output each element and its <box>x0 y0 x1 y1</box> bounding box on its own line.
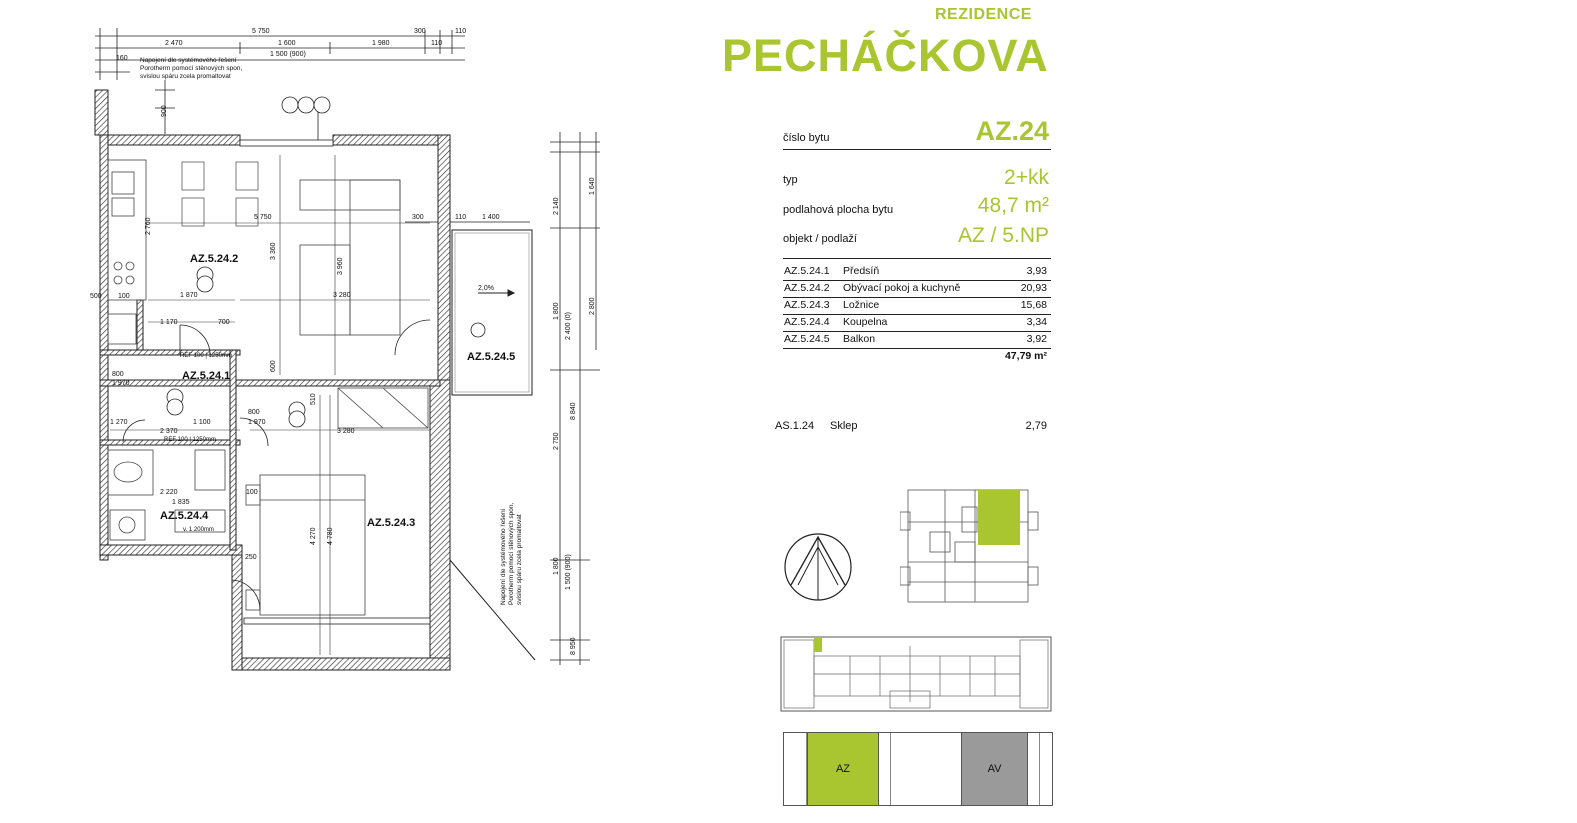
room-name: Obývací pokoj a kuchyně <box>843 282 961 294</box>
room-code: AZ.5.24.2 <box>784 282 830 294</box>
rooms-total: 47,79 m² <box>1004 350 1047 362</box>
dim-living-1870: 1 870 <box>180 292 198 299</box>
area-label: podlahová plocha bytu <box>783 204 894 216</box>
divider <box>783 258 1051 259</box>
apartment-highlight <box>978 490 1020 545</box>
cellar-code: AS.1.24 <box>775 420 815 432</box>
room-name: Předsíň <box>843 265 880 277</box>
dim-hall-800a: 800 <box>112 371 124 378</box>
block-az-left-wing <box>784 733 807 805</box>
dim-top-110a: 110 <box>455 28 467 35</box>
room-label-hall: AZ.5.24.1 <box>182 370 231 382</box>
brand-subtitle: REZIDENCE <box>935 6 1032 23</box>
room-name: Ložnice <box>843 299 880 311</box>
wardrobe <box>338 388 428 428</box>
dim-vert-1640: 1 640 <box>589 177 596 195</box>
dim-top-5750: 5 750 <box>252 28 270 35</box>
dim-hall-1270: 1 270 <box>110 419 128 426</box>
dim-living-1170: 1 170 <box>160 319 178 326</box>
dim-vert-2760: 2 760 <box>145 217 152 235</box>
room-label-bedroom: AZ.5.24.3 <box>367 517 416 529</box>
divider <box>783 149 1051 150</box>
north-arrow-icon <box>783 525 853 605</box>
divider <box>783 331 1051 332</box>
dim-hall-2370: 2 370 <box>160 428 178 435</box>
dim-hall-ref: REF 100 | 1250mm <box>180 353 232 359</box>
note-side-3: svislou spáru zcela promaltovat <box>516 514 523 605</box>
dim-bath-1835: 1 835 <box>172 499 190 506</box>
dim-bedroom-3280: 3 280 <box>337 428 355 435</box>
type-value: 2+kk <box>1004 166 1049 189</box>
dim-vert-8840: 8 840 <box>570 402 577 420</box>
dim-living-5750: 5 750 <box>254 214 272 221</box>
apartment-marker <box>814 638 822 652</box>
dim-bath-ref: v. 1 200mm <box>183 527 214 533</box>
room-code: AZ.5.24.5 <box>784 333 830 345</box>
sofa <box>300 180 400 335</box>
dim-top-2470: 2 470 <box>165 40 183 47</box>
room-area: 3,92 <box>1026 333 1047 345</box>
dim-vert-2140: 2 140 <box>553 197 560 215</box>
bed <box>246 475 365 615</box>
dim-vert-1800a: 1 800 <box>553 302 560 320</box>
dim-balcony-300: 300 <box>412 214 424 221</box>
room-label-living: AZ.5.24.2 <box>190 253 239 265</box>
dim-vert-2800: 2 800 <box>589 297 596 315</box>
room-area: 15,68 <box>1020 299 1047 311</box>
apartment-number: AZ.24 <box>975 116 1049 146</box>
dim-vert-900: 900 <box>161 105 168 117</box>
room-area: 3,93 <box>1026 265 1047 277</box>
dim-vert-8950: 8 950 <box>570 637 577 655</box>
dim-500a: 500 <box>90 293 102 300</box>
note-side-1: Napojení dle systémového řešení <box>500 508 507 605</box>
floor-label: objekt / podlaží <box>783 233 857 245</box>
block-az-label: AZ <box>835 763 851 775</box>
dim-bath-2220: 2 220 <box>160 489 178 496</box>
divider <box>783 314 1051 315</box>
dim-vert-4270: 4 270 <box>310 527 317 545</box>
block-az-right-wing <box>878 733 891 805</box>
divider <box>783 280 1051 281</box>
divider <box>783 348 1051 349</box>
floor-plan <box>0 0 760 823</box>
dim-top-1980: 1 980 <box>372 40 390 47</box>
room-area: 20,93 <box>1020 282 1047 294</box>
dim-hall-1970a: 1 970 <box>112 380 130 387</box>
room-code: AZ.5.24.4 <box>784 316 830 328</box>
room-code: AZ.5.24.1 <box>784 265 830 277</box>
dim-top-1600: 1 600 <box>278 40 296 47</box>
dim-bath-250: 250 <box>245 554 257 561</box>
dim-living-700: 700 <box>218 319 230 326</box>
dim-hall-800b: 800 <box>248 409 260 416</box>
room-label-balcony: AZ.5.24.5 <box>467 351 516 363</box>
type-label: typ <box>783 174 798 186</box>
dim-vert-600: 600 <box>270 360 277 372</box>
walls <box>95 90 450 670</box>
interior-dimension-lines <box>110 155 430 655</box>
note-top-3: svislou spáru zcela promaltovat <box>140 73 231 80</box>
dim-top-300a: 300 <box>414 28 426 35</box>
note-top-2: Porotherm pomocí stěnových spon, <box>140 65 243 72</box>
dim-vert-3960: 3 960 <box>337 257 344 275</box>
dim-bath-100: 100 <box>246 489 258 496</box>
note-top-1: Napojení dle systémového řešení <box>140 57 237 64</box>
room-code: AZ.5.24.3 <box>784 299 830 311</box>
dining-table <box>182 162 258 226</box>
block-diagram <box>783 732 1053 806</box>
dim-vert-4780: 4 780 <box>327 527 334 545</box>
room-area: 3,34 <box>1026 316 1047 328</box>
dim-vert-2750: 2 750 <box>553 432 560 450</box>
dim-top-160: 160 <box>116 55 128 62</box>
dim-top-110b: 110 <box>431 40 443 47</box>
area-value: 48,7 m² <box>977 194 1049 217</box>
site-plan <box>780 636 1052 712</box>
room-label-bathroom: AZ.5.24.4 <box>160 510 209 522</box>
divider <box>783 297 1051 298</box>
block-av <box>961 733 1028 805</box>
apartment-number-label: číslo bytu <box>783 132 830 144</box>
dim-living-3280: 3 280 <box>333 292 351 299</box>
dim-hall-1100: 1 100 <box>193 419 211 426</box>
cellar-name: Sklep <box>830 420 858 432</box>
dim-100a: 100 <box>118 293 130 300</box>
dim-vert-1500: 1 500 (900) <box>565 554 572 590</box>
dim-balcony-110: 110 <box>455 214 467 221</box>
block-av-wing <box>1027 733 1040 805</box>
block-av-label: AV <box>987 763 1002 775</box>
dim-hall-ref2: REF 100 | 1250mm <box>164 437 216 443</box>
floor-value: AZ / 5.NP <box>957 224 1049 247</box>
dim-vert-2400: 2 400 (0) <box>565 311 572 340</box>
block-az <box>807 733 879 805</box>
dim-vert-1800b: 1 800 <box>553 557 560 575</box>
brand-title: PECHÁČKOVA <box>722 30 1049 81</box>
dim-hall-1970b: 1 970 <box>248 419 266 426</box>
dim-slope: 2,0% <box>478 285 494 292</box>
dim-top-1500: 1 500 (900) <box>270 51 306 58</box>
dim-vert-510: 510 <box>310 393 317 405</box>
dim-vert-3360: 3 360 <box>270 242 277 260</box>
dim-balcony-1400: 1 400 <box>482 214 500 221</box>
room-name: Koupelna <box>843 316 888 328</box>
building-key-plan <box>900 482 1040 607</box>
note-side-2: Porotherm pomocí stěnových spon, <box>508 502 515 605</box>
cellar-area: 2,79 <box>1025 420 1047 432</box>
room-name: Balkon <box>843 333 876 345</box>
